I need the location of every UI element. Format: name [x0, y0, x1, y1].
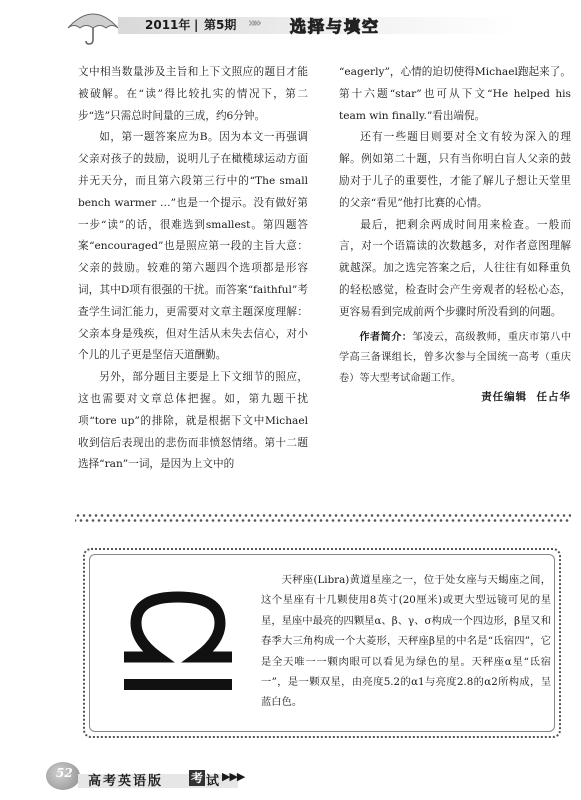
- paragraph: 还有一些题目则要对全文有较为深入的理解。例如第二十题，只有当你明白盲人父亲的鼓励对于儿子的重要性，才能了解儿子想让天堂里的父亲“看见”他打比赛的心情。: [339, 131, 571, 209]
- issue-year: 2011年: [145, 18, 191, 32]
- editor-label: 责任编辑: [481, 391, 528, 404]
- page-footer: [0, 754, 581, 794]
- paragraph: 如，第一题答案应为B。因为本文一再强调父亲对孩子的鼓励，说明儿子在橄榄球运动方面并无天分，而且第六段第三行中的“The small bench warmer …”也是一个提示。没有做好第一步“读”的话，很难选到smallest。第四题答案“encouraged”也是照应第一段的主旨大意：父亲的鼓励。较难的第六题四个选项都是形容词，其中D项有很强的干扰。而答案“faithful”考查学生词汇能力，更需要对文章主题深度理解：父亲本身是残疾，但对生活从未失去信心，对小个儿的儿子更是坚信天道酬勤。: [78, 131, 308, 362]
- header-separator: |: [194, 18, 199, 32]
- magazine-title: 高考英语版: [88, 774, 164, 789]
- column-title: 选择与填空: [290, 17, 381, 36]
- paragraph: “eagerly”，心情的迫切使得Michael跑起来了。第十六题“star”也可从下文“He helped his team win finally.”看出端倪。: [339, 66, 571, 122]
- page-header: [0, 0, 581, 46]
- paragraph: 另外，部分题目主要是上下文细节的照应，这也需要对文章总体把握。如，第九题干扰项“tore up”的排除，就是根据下文中Michael收到信后表现出的悲伤而非愤怒情绪。第十二题选择“ran”一词，是因为上文中的: [78, 371, 308, 471]
- libra-symbol-icon: [122, 591, 234, 699]
- issue-number: 第5期: [204, 18, 237, 32]
- paragraph: 文中相当数量涉及主旨和上下文照应的题目才能被破解。在“读”得比较扎实的情况下，第二步“选”只需总时间量的三成，约6分钟。: [78, 66, 308, 122]
- left-column: [78, 62, 308, 476]
- right-column: [339, 62, 571, 404]
- libra-description: 天秤座(Libra)黄道星座之一，位于处女座与天蝎座之间，这个星座有十几颗使用8英寸(20厘米)或更大型远镜可见的星星，星座中最亮的四颗星α、β、γ、σ构成一个四边形，β星又和春季大三角构成一个大菱形，天秤座β星的中名是“氐宿四”，它是全天唯一一颗肉眼可以看见为绿色的星。天秤座α星“氐宿一”，是一颗双星，由亮度5.2的α1与亮度2.8的α2所构成，呈蓝白色。: [261, 574, 551, 709]
- footer-tag-test: 试: [206, 774, 220, 789]
- author-label: 作者简介：: [359, 331, 413, 343]
- dotted-divider: [75, 513, 571, 523]
- chevron-right-icon: »»: [248, 16, 259, 31]
- editor-name: 任占华: [536, 391, 571, 404]
- author-bio: [339, 328, 571, 390]
- umbrella-icon: [64, 6, 122, 46]
- arrow-right-icon: ▶▶▶: [222, 770, 245, 783]
- responsible-editor: [339, 389, 571, 404]
- footer-tag-exam: 考: [191, 771, 204, 785]
- paragraph: 最后，把剩余两成时间用来检查。一般而言，对一个语篇读的次数越多，对作者意图理解就越深。加之选完答案之后，人往往有如释重负的轻松感觉，检查时会产生旁观者的轻松心态，更容易看到完成前两个步骤时所没看到的问题。: [339, 218, 571, 318]
- author-text: 邹凌云，高级教师，重庆市第八中学高三备课组长，曾多次参与全国统一高考（重庆卷）等大型考试命题工作。: [339, 331, 572, 384]
- page-number: 52: [56, 766, 73, 780]
- libra-info-box: [83, 548, 561, 738]
